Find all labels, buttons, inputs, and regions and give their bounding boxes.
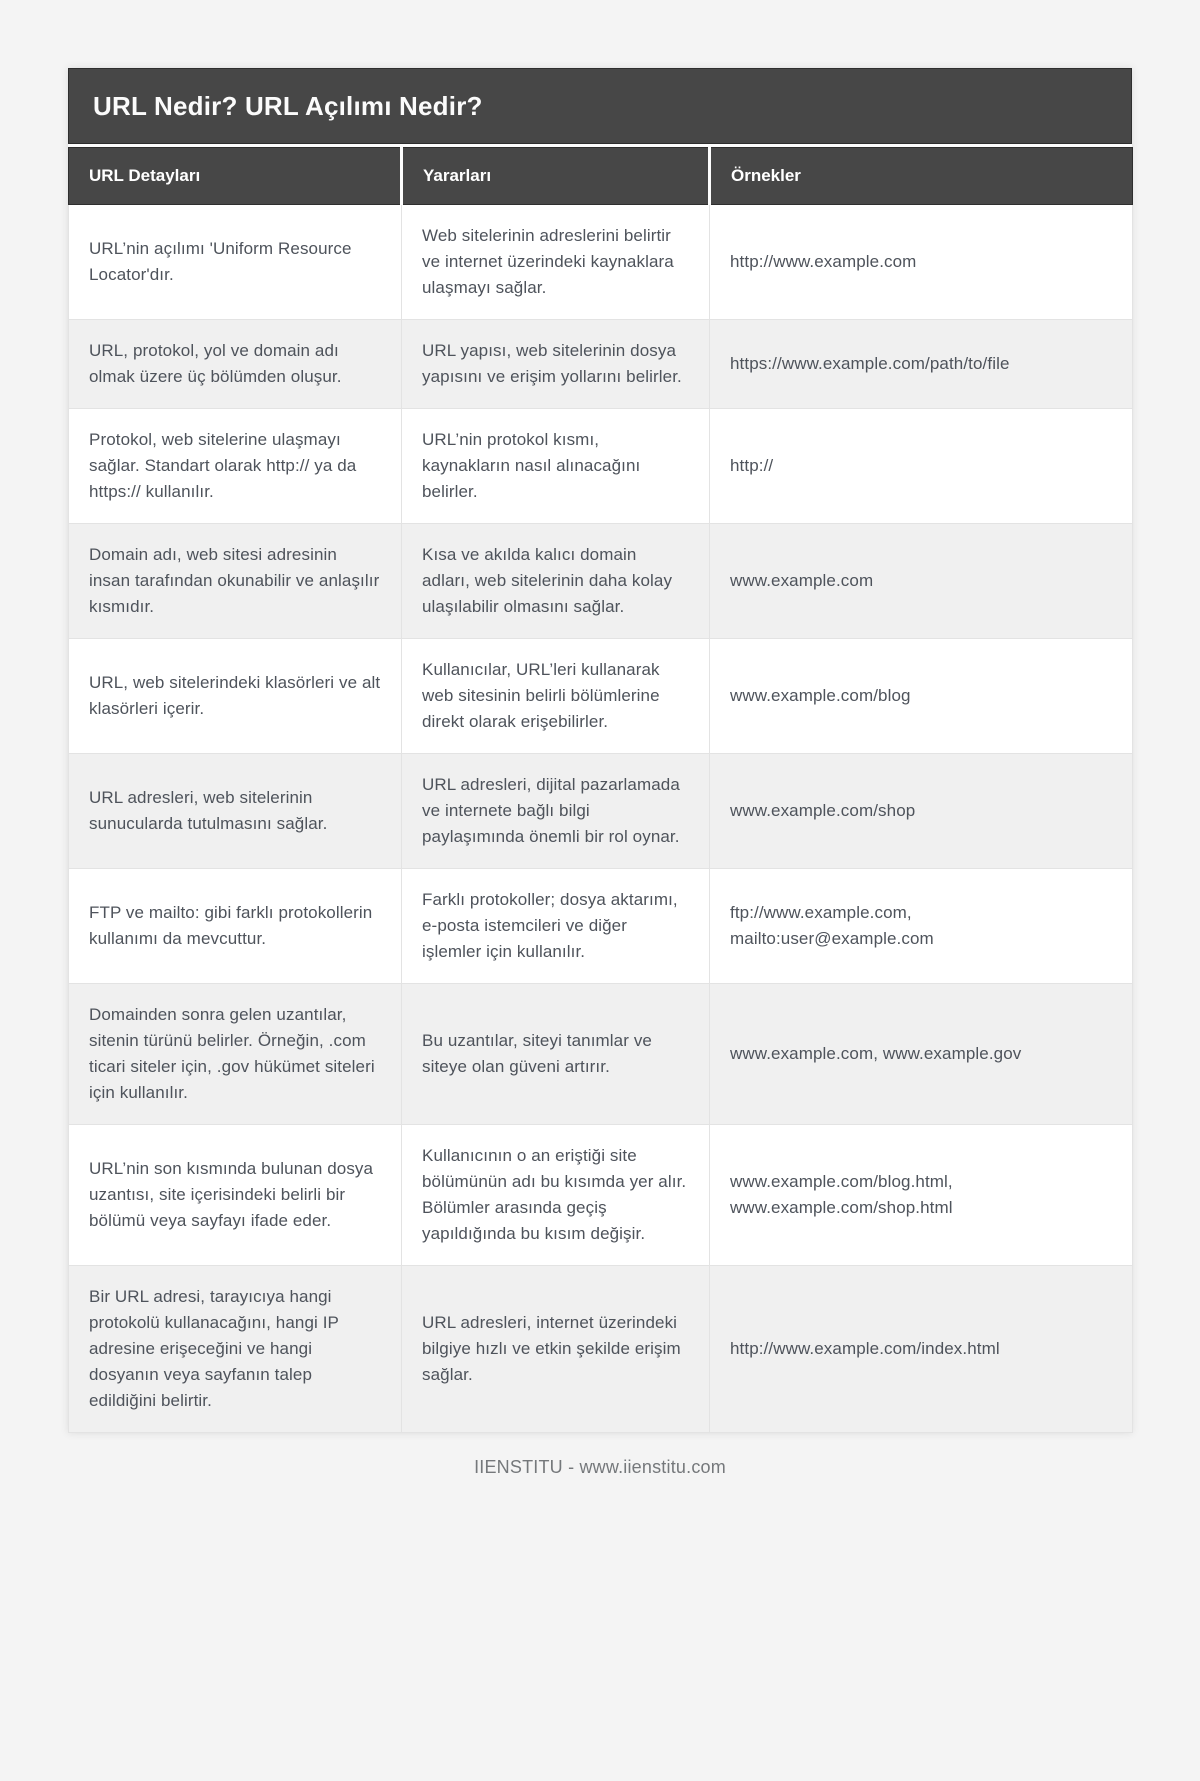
table-row (69, 1125, 1133, 1266)
benefit-cell: Web sitelerinin adreslerini belirtir ve internet üzerindeki kaynaklara ulaşmayı sağlar. (402, 205, 710, 320)
content-card (68, 68, 1132, 1433)
benefit-cell: Farklı protokoller; dosya aktarımı, e-posta istemcileri ve diğer işlemler için kullanılır. (402, 869, 710, 984)
detail-cell: URL’nin açılımı 'Uniform Resource Locator'dır. (69, 205, 402, 320)
page-title: URL Nedir? URL Açılımı Nedir? (68, 68, 1132, 144)
column-header-examples: Örnekler (710, 148, 1133, 205)
benefit-cell: URL adresleri, internet üzerindeki bilgiye hızlı ve etkin şekilde erişim sağlar. (402, 1266, 710, 1433)
detail-cell: FTP ve mailto: gibi farklı protokollerin kullanımı da mevcuttur. (69, 869, 402, 984)
benefit-cell: URL adresleri, dijital pazarlamada ve internete bağlı bilgi paylaşımında önemli bir rol oynar. (402, 754, 710, 869)
table-row (69, 639, 1133, 754)
table-header-row (69, 148, 1133, 205)
benefit-cell: Kullanıcının o an eriştiği site bölümünün adı bu kısımda yer alır. Bölümler arasında geçiş yapıldığında bu kısım değişir. (402, 1125, 710, 1266)
detail-cell: Domain adı, web sitesi adresinin insan tarafından okunabilir ve anlaşılır kısmıdır. (69, 524, 402, 639)
benefit-cell: Bu uzantılar, siteyi tanımlar ve siteye olan güveni artırır. (402, 984, 710, 1125)
table-row (69, 984, 1133, 1125)
column-header-url-details: URL Detayları (69, 148, 402, 205)
benefit-cell: URL yapısı, web sitelerinin dosya yapısını ve erişim yollarını belirler. (402, 320, 710, 409)
example-cell: http://www.example.com/index.html (710, 1266, 1133, 1433)
detail-cell: URL’nin son kısmında bulunan dosya uzantısı, site içerisindeki belirli bir bölümü veya sayfayı ifade eder. (69, 1125, 402, 1266)
example-cell: http://www.example.com (710, 205, 1133, 320)
example-cell: ftp://www.example.com, mailto:user@example.com (710, 869, 1133, 984)
url-info-table (68, 147, 1133, 1433)
column-header-benefits: Yararları (402, 148, 710, 205)
table-row (69, 524, 1133, 639)
detail-cell: URL, web sitelerindeki klasörleri ve alt klasörleri içerir. (69, 639, 402, 754)
detail-cell: Protokol, web sitelerine ulaşmayı sağlar. Standart olarak http:// ya da https:// kullanılır. (69, 409, 402, 524)
table-row (69, 409, 1133, 524)
table-row (69, 205, 1133, 320)
benefit-cell: URL’nin protokol kısmı, kaynakların nasıl alınacağını belirler. (402, 409, 710, 524)
table-row (69, 1266, 1133, 1433)
example-cell: https://www.example.com/path/to/file (710, 320, 1133, 409)
table-row (69, 754, 1133, 869)
detail-cell: Bir URL adresi, tarayıcıya hangi protokolü kullanacağını, hangi IP adresine erişeceğini ve hangi dosyanın veya sayfanın talep edildiğini belirtir. (69, 1266, 402, 1433)
example-cell: www.example.com/shop (710, 754, 1133, 869)
table-row (69, 320, 1133, 409)
benefit-cell: Kullanıcılar, URL’leri kullanarak web sitesinin belirli bölümlerine direkt olarak erişebilirler. (402, 639, 710, 754)
example-cell: www.example.com/blog (710, 639, 1133, 754)
footer-credit: IIENSTITU - www.iienstitu.com (474, 1457, 726, 1477)
detail-cell: URL adresleri, web sitelerinin sunucularda tutulmasını sağlar. (69, 754, 402, 869)
table-row (69, 869, 1133, 984)
detail-cell: Domainden sonra gelen uzantılar, sitenin türünü belirler. Örneğin, .com ticari siteler için, .gov hükümet siteleri için kullanılır. (69, 984, 402, 1125)
example-cell: www.example.com, www.example.gov (710, 984, 1133, 1125)
example-cell: http:// (710, 409, 1133, 524)
example-cell: www.example.com/blog.html, www.example.com/shop.html (710, 1125, 1133, 1266)
benefit-cell: Kısa ve akılda kalıcı domain adları, web sitelerinin daha kolay ulaşılabilir olmasını sağlar. (402, 524, 710, 639)
example-cell: www.example.com (710, 524, 1133, 639)
detail-cell: URL, protokol, yol ve domain adı olmak üzere üç bölümden oluşur. (69, 320, 402, 409)
